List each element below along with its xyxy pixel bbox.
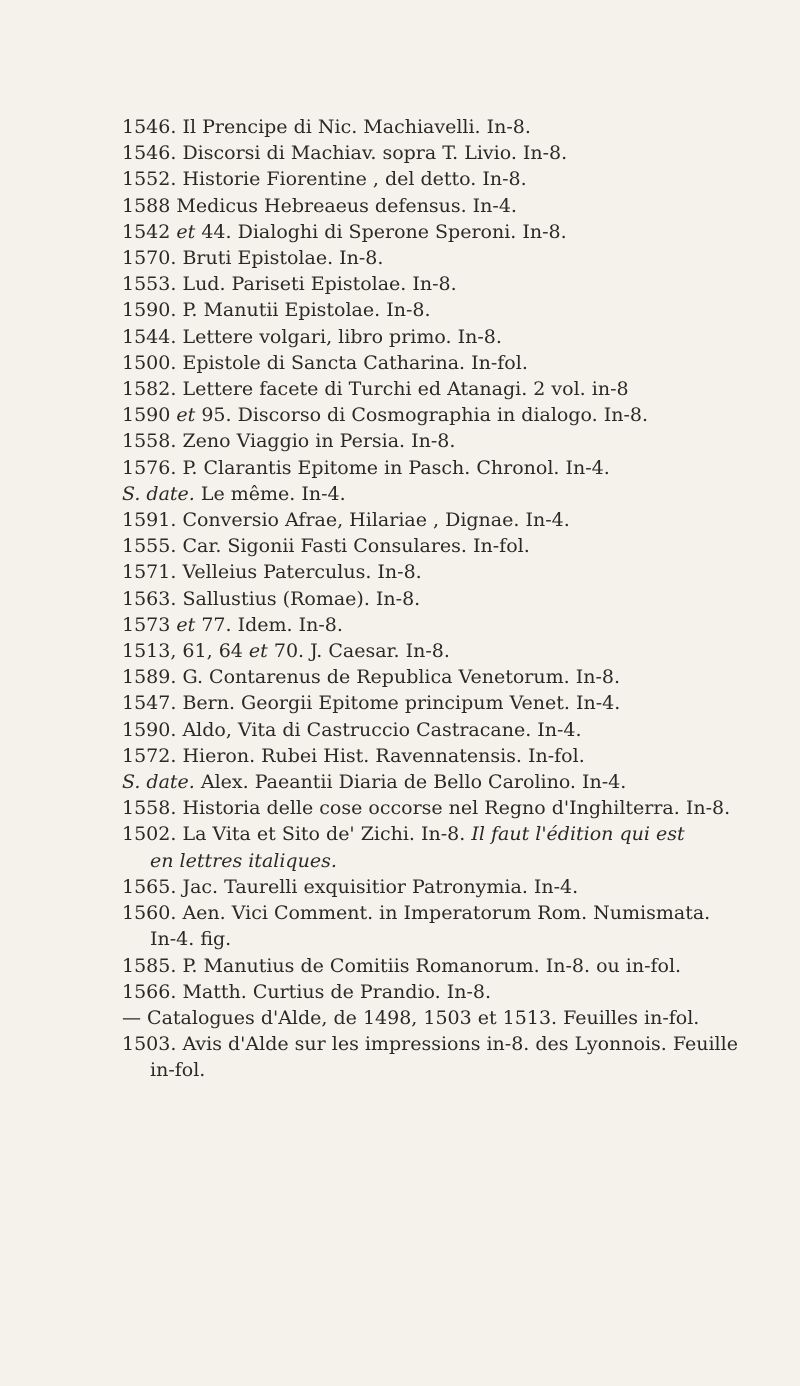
catalogue-entry (122, 743, 762, 769)
catalogue-entry (122, 507, 762, 533)
catalogue-entry (122, 193, 762, 219)
catalogue-entry (122, 586, 762, 612)
entry-title: Le même. In-4. (200, 482, 346, 505)
catalogue-entry (122, 717, 762, 743)
entry-title: Car. Sigonii Fasti Consulares. In-fol. (182, 535, 530, 558)
catalogue-entry (122, 874, 762, 900)
entry-year: 1591. (122, 509, 177, 532)
entry-title: G. Contarenus de Republica Venetorum. In-8. (182, 666, 621, 689)
catalogue-entry (122, 979, 762, 1005)
entry-year: — (122, 1006, 141, 1029)
entry-year-conjunction: et (176, 404, 196, 427)
entry-year: 1571. (122, 561, 177, 584)
entry-title: Matth. Curtius de Prandio. In-8. (182, 980, 492, 1003)
catalogue-entry (122, 821, 762, 873)
catalogue-entry (122, 350, 762, 376)
entry-continuation: en lettres italiques. (150, 849, 337, 872)
entry-title: Aen. Vici Comment. in Imperatorum Rom. Numismata. (182, 902, 711, 925)
entry-year: 1585. (122, 954, 177, 977)
entry-title: Zeno Viaggio in Persia. In-8. (182, 430, 456, 453)
entry-title: Jac. Taurelli exquisitior Patronymia. In-4. (182, 875, 579, 898)
catalogue-entry (122, 114, 762, 140)
entry-title: Bern. Georgii Epitome principum Venet. In-4. (182, 692, 621, 715)
entry-title: J. Caesar. In-8. (310, 640, 450, 663)
catalogue-entry (122, 900, 762, 952)
entry-title: Bruti Epistolae. In-8. (182, 247, 384, 270)
entry-year-continued: 95. (201, 404, 232, 427)
entry-title: Historia delle cose occorse nel Regno d'Inghilterra. In-8. (182, 797, 731, 820)
entry-year: 1546. (122, 142, 177, 165)
entry-year: 1563. (122, 587, 177, 610)
catalogue-entry (122, 638, 762, 664)
entry-title: Sallustius (Romae). In-8. (182, 587, 421, 610)
catalogue-entry (122, 533, 762, 559)
catalogue-entry (122, 690, 762, 716)
entry-title: Catalogues d'Alde, de 1498, 1503 et 1513. Feuilles in-fol. (147, 1006, 700, 1029)
entry-year: 1553. (122, 273, 177, 296)
entry-title: Il Prencipe di Nic. Machiavelli. In-8. (182, 116, 531, 138)
catalogue-entry (122, 376, 762, 402)
entry-year: 1566. (122, 980, 177, 1003)
entry-year-conjunction: et (176, 613, 196, 636)
entry-year-continued: 44. (201, 220, 232, 243)
entry-title: La Vita et Sito de' Zichi. In-8. (182, 823, 466, 846)
entry-year: 1500. (122, 351, 177, 374)
entry-title: P. Clarantis Epitome in Pasch. Chronol. In-4. (182, 456, 610, 479)
catalogue-entry (122, 1031, 762, 1083)
entry-title: Epistole di Sancta Catharina. In-fol. (182, 351, 528, 374)
entry-year: 1560. (122, 902, 177, 925)
entry-year: 1547. (122, 692, 177, 715)
entry-year: 1573 (122, 613, 171, 636)
catalogue-entry (122, 166, 762, 192)
entry-year: 1572. (122, 744, 177, 767)
entry-year: 1576. (122, 456, 177, 479)
entry-title: Conversio Afrae, Hilariae , Dignae. In-4. (182, 509, 570, 532)
entry-title: Discorso di Cosmographia in dialogo. In-8. (237, 404, 649, 427)
catalogue-entry (122, 1005, 762, 1031)
entry-title: P. Manutii Epistolae. In-8. (182, 299, 431, 322)
catalogue-entry (122, 559, 762, 585)
entry-year: 1513, 61, 64 (122, 640, 243, 663)
entry-title: Idem. In-8. (237, 613, 343, 636)
catalogue-entry (122, 324, 762, 350)
entry-year-continued: 70. (273, 640, 305, 663)
entry-year: 1546. (122, 116, 177, 138)
catalogue-entry (122, 953, 762, 979)
entry-year-conjunction: et (176, 220, 196, 243)
entry-year: 1590. (122, 718, 177, 741)
entry-year-conjunction: et (248, 640, 268, 663)
entry-year: 1544. (122, 325, 177, 348)
entry-year: 1570. (122, 247, 177, 270)
catalogue-entry (122, 481, 762, 507)
catalogue-entry (122, 795, 762, 821)
entry-continuation: In-4. fig. (150, 928, 232, 951)
catalogue-entry (122, 140, 762, 166)
catalogue-entry (122, 769, 762, 795)
entry-title: P. Manutius de Comitiis Romanorum. In-8. ou in-fol. (182, 954, 682, 977)
entry-list (122, 114, 762, 1084)
entry-year: 1558. (122, 797, 177, 820)
catalogue-entry (122, 402, 762, 428)
entry-title: Dialoghi di Sperone Speroni. In-8. (237, 220, 567, 243)
entry-title: Discorsi di Machiav. sopra T. Livio. In-8. (182, 142, 568, 165)
entry-year: 1555. (122, 535, 177, 558)
entry-year: 1565. (122, 875, 177, 898)
entry-note: Il faut l'édition qui est (471, 823, 685, 846)
entry-year: 1590. (122, 299, 177, 322)
catalogue-entry (122, 612, 762, 638)
entry-year: 1582. (122, 378, 177, 401)
entry-title: Hieron. Rubei Hist. Ravennatensis. In-fol. (182, 744, 585, 767)
entry-year: 1552. (122, 168, 177, 191)
entry-year: 1558. (122, 430, 177, 453)
catalogue-entry (122, 428, 762, 454)
entry-year: 1590 (122, 404, 171, 427)
entry-year: 1503. (122, 1033, 177, 1056)
entry-year: 1502. (122, 823, 177, 846)
entry-title: Avis d'Alde sur les impressions in-8. des Lyonnois. Feuille (182, 1033, 738, 1056)
entry-title: Lettere facete di Turchi ed Atanagi. 2 vol. in-8 (182, 378, 629, 401)
entry-title: Lettere volgari, libro primo. In-8. (182, 325, 502, 348)
entry-title: Lud. Pariseti Epistolae. In-8. (182, 273, 457, 296)
entry-year: S. date. (122, 482, 195, 505)
catalogue-entry (122, 297, 762, 323)
entry-continuation: in-fol. (150, 1059, 206, 1082)
entry-year: 1589. (122, 666, 177, 689)
entry-title: Medicus Hebreaeus defensus. In-4. (176, 194, 517, 217)
catalogue-entry (122, 455, 762, 481)
entry-title: Historie Fiorentine , del detto. In-8. (182, 168, 527, 191)
catalogue-entry (122, 271, 762, 297)
entry-title: Velleius Paterculus. In-8. (182, 561, 422, 584)
entry-year: S. date. (122, 771, 195, 794)
entry-year-continued: 77. (201, 613, 232, 636)
entry-year: 1542 (122, 220, 171, 243)
entry-title: Alex. Paeantii Diaria de Bello Carolino. In-4. (200, 771, 627, 794)
catalogue-entry (122, 245, 762, 271)
entry-title: Aldo, Vita di Castruccio Castracane. In-4. (182, 718, 582, 741)
catalogue-entry (122, 664, 762, 690)
entry-year: 1588 (122, 194, 171, 217)
catalogue-entry (122, 219, 762, 245)
